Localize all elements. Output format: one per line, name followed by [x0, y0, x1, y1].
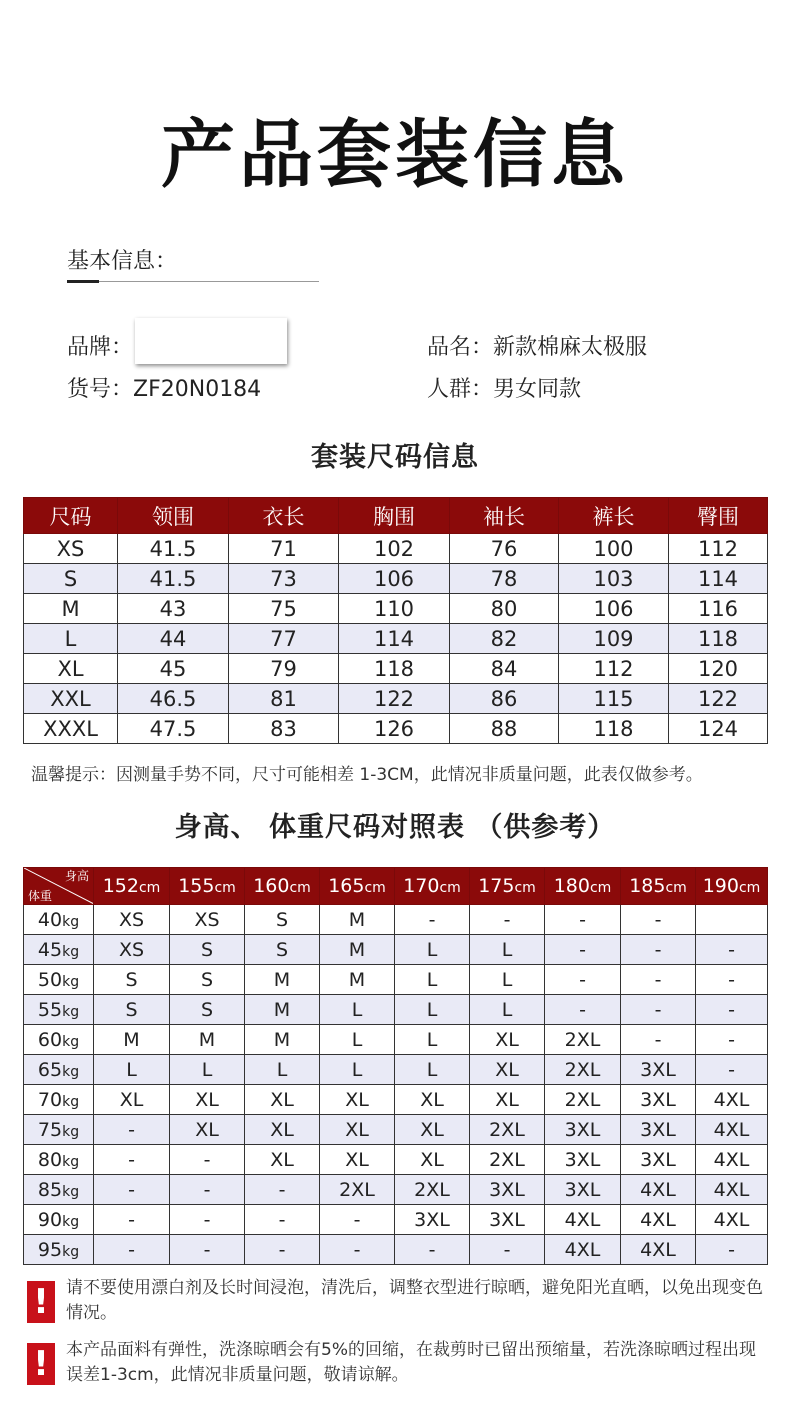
size-cell: 3XL: [545, 1115, 621, 1145]
size-cell: S: [170, 965, 245, 995]
table-row: [24, 684, 768, 714]
table-row: [24, 534, 768, 564]
height-unit: cm: [289, 880, 311, 896]
size-cell: L: [470, 965, 545, 995]
size-cell: 4XL: [545, 1205, 621, 1235]
weight-cell: [24, 905, 94, 935]
table-row: [24, 935, 768, 965]
size-cell: -: [170, 1235, 245, 1265]
size-cell: -: [320, 1235, 395, 1265]
size-cell: -: [94, 1205, 170, 1235]
table-row: [24, 1115, 768, 1145]
table-row: [24, 1145, 768, 1175]
height-col-header: [621, 868, 696, 905]
size-cell: L: [395, 935, 470, 965]
size-cell: XL: [94, 1085, 170, 1115]
size-cell: L: [395, 1025, 470, 1055]
size-cell: 3XL: [395, 1205, 470, 1235]
table-cell: 46.5: [118, 684, 229, 714]
height-value: 185: [629, 875, 666, 897]
table-cell: 44: [118, 624, 229, 654]
weight-value: 65: [37, 1058, 63, 1081]
weight-cell: [24, 995, 94, 1025]
size-cell: XL: [470, 1025, 545, 1055]
size-cell: -: [621, 965, 696, 995]
table-row: [24, 1235, 768, 1265]
size-cell: 3XL: [621, 1115, 696, 1145]
table-cell: 86: [450, 684, 559, 714]
product-audience: [427, 375, 581, 405]
size-cell: 2XL: [545, 1055, 621, 1085]
size-cell: XL: [320, 1145, 395, 1175]
table-cell: 120: [669, 654, 768, 684]
size-cell: 4XL: [696, 1145, 768, 1175]
height-unit: cm: [364, 880, 386, 896]
table-row: [24, 714, 768, 744]
table-cell: 78: [450, 564, 559, 594]
size-section-heading: 套装尺码信息: [311, 442, 479, 473]
reference-table-header: [24, 868, 768, 905]
size-cell: M: [94, 1025, 170, 1055]
page-title: 产品套装信息: [161, 112, 629, 198]
height-col-header: [170, 868, 245, 905]
table-cell: 109: [559, 624, 669, 654]
weight-cell: [24, 1235, 94, 1265]
size-cell: L: [320, 1055, 395, 1085]
height-unit: cm: [138, 880, 161, 896]
weight-unit: kg: [62, 1183, 80, 1200]
table-cell: S: [24, 564, 118, 594]
size-cell: -: [621, 935, 696, 965]
brand-label: 品牌：: [67, 335, 134, 360]
corner-height-label: 身高: [64, 869, 89, 883]
size-cell: XL: [245, 1085, 320, 1115]
table-cell: XL: [24, 654, 118, 684]
size-cell: 2XL: [545, 1025, 621, 1055]
table-cell: 102: [339, 534, 450, 564]
weight-cell: [24, 935, 94, 965]
size-cell: -: [696, 1235, 768, 1265]
size-cell: [696, 905, 768, 935]
table-cell: 77: [229, 624, 339, 654]
height-value: 165: [328, 875, 365, 897]
table-cell: 106: [339, 564, 450, 594]
size-cell: M: [320, 905, 395, 935]
size-cell: 2XL: [545, 1085, 621, 1115]
weight-unit: kg: [62, 1033, 80, 1050]
size-cell: 4XL: [696, 1085, 768, 1115]
size-cell: 3XL: [470, 1205, 545, 1235]
height-col-header: [545, 868, 621, 905]
weight-value: 75: [37, 1118, 63, 1141]
weight-cell: [24, 1205, 94, 1235]
exclamation-icon: !: [27, 1343, 55, 1385]
size-cell: 3XL: [621, 1145, 696, 1175]
weight-value: 80: [37, 1148, 63, 1171]
size-cell: L: [470, 995, 545, 1025]
weight-value: 70: [37, 1088, 63, 1111]
size-cell: XL: [395, 1145, 470, 1175]
weight-unit: kg: [62, 1093, 80, 1110]
size-cell: -: [170, 1205, 245, 1235]
sku-label: 货号：: [67, 377, 134, 402]
warning-shrinkage: [27, 1338, 767, 1394]
weight-unit: kg: [62, 1003, 80, 1020]
size-cell: -: [621, 905, 696, 935]
size-cell: -: [470, 1235, 545, 1265]
size-cell: -: [94, 1115, 170, 1145]
table-cell: 114: [339, 624, 450, 654]
reference-section-heading: 身高、 体重尺码对照表 （供参考）: [174, 812, 616, 843]
size-cell: M: [320, 965, 395, 995]
table-cell: 116: [669, 594, 768, 624]
size-cell: 2XL: [320, 1175, 395, 1205]
size-cell: XL: [320, 1115, 395, 1145]
table-row: [24, 654, 768, 684]
size-cell: S: [94, 965, 170, 995]
table-cell: 73: [229, 564, 339, 594]
table-cell: 124: [669, 714, 768, 744]
weight-value: 85: [37, 1178, 63, 1201]
exclamation-icon: !: [27, 1281, 55, 1323]
size-cell: XL: [470, 1055, 545, 1085]
size-cell: S: [245, 935, 320, 965]
size-cell: XL: [170, 1115, 245, 1145]
size-cell: M: [245, 965, 320, 995]
table-cell: 88: [450, 714, 559, 744]
weight-cell: [24, 1025, 94, 1055]
weight-unit: kg: [62, 1123, 80, 1140]
size-cell: L: [395, 1055, 470, 1085]
size-cell: -: [696, 1055, 768, 1085]
size-cell: XL: [245, 1115, 320, 1145]
audience-label: 人群：: [427, 377, 494, 402]
weight-value: 60: [37, 1028, 63, 1051]
height-col-header: [320, 868, 395, 905]
height-unit: cm: [589, 880, 612, 896]
size-note: 温馨提示：因测量手势不同，尺寸可能相差 1-3CM，此情况非质量问题，此表仅做参考。: [31, 765, 703, 785]
table-cell: 45: [118, 654, 229, 684]
product-name: [427, 333, 647, 363]
table-cell: 41.5: [118, 534, 229, 564]
basic-info-divider: [67, 281, 319, 282]
size-cell: XS: [170, 905, 245, 935]
height-col-header: [395, 868, 470, 905]
size-cell: 3XL: [545, 1175, 621, 1205]
height-unit: cm: [738, 880, 761, 896]
audience-value: 男女同款: [493, 377, 582, 402]
table-cell: 103: [559, 564, 669, 594]
size-cell: 4XL: [696, 1175, 768, 1205]
size-cell: XL: [470, 1085, 545, 1115]
weight-unit: kg: [62, 1243, 80, 1260]
table-cell: 110: [339, 594, 450, 624]
table-row: [24, 905, 768, 935]
table-cell: 118: [339, 654, 450, 684]
height-col-header: [696, 868, 768, 905]
table-cell: 84: [450, 654, 559, 684]
size-cell: L: [320, 995, 395, 1025]
size-cell: -: [320, 1205, 395, 1235]
corner-cell: [24, 868, 94, 905]
height-value: 160: [253, 875, 290, 897]
size-col-header: 袖长: [450, 498, 559, 534]
weight-value: 95: [37, 1238, 63, 1261]
warning-washing: [27, 1276, 767, 1332]
table-cell: 75: [229, 594, 339, 624]
table-cell: 47.5: [118, 714, 229, 744]
size-cell: L: [395, 995, 470, 1025]
size-cell: L: [245, 1055, 320, 1085]
size-cell: 3XL: [470, 1175, 545, 1205]
weight-cell: [24, 1055, 94, 1085]
size-cell: -: [545, 935, 621, 965]
product-name-value: 新款棉麻太极服: [493, 335, 648, 360]
weight-value: 45: [37, 938, 63, 961]
warning-text: 请不要使用漂白剂及长时间浸泡，清洗后，调整衣型进行晾晒，避免阳光直晒，以免出现变色情况。: [66, 1278, 763, 1323]
basic-info-heading: 基本信息：: [67, 249, 178, 274]
size-cell: -: [245, 1205, 320, 1235]
size-cell: -: [545, 995, 621, 1025]
weight-value: 55: [37, 998, 63, 1021]
size-cell: -: [170, 1145, 245, 1175]
table-row: [24, 564, 768, 594]
table-cell: 83: [229, 714, 339, 744]
size-cell: 4XL: [621, 1205, 696, 1235]
height-unit: cm: [514, 880, 536, 896]
table-row: [24, 624, 768, 654]
brand-logo-box: [135, 318, 287, 364]
size-table: [23, 497, 768, 744]
weight-cell: [24, 965, 94, 995]
size-cell: S: [94, 995, 170, 1025]
weight-cell: [24, 1175, 94, 1205]
size-cell: M: [170, 1025, 245, 1055]
height-unit: cm: [665, 880, 687, 896]
size-cell: -: [545, 965, 621, 995]
height-col-header: [94, 868, 170, 905]
table-cell: 81: [229, 684, 339, 714]
table-row: [24, 1085, 768, 1115]
table-cell: 115: [559, 684, 669, 714]
size-cell: -: [696, 965, 768, 995]
table-cell: 100: [559, 534, 669, 564]
size-cell: M: [245, 995, 320, 1025]
size-col-header: 领围: [118, 498, 229, 534]
weight-value: 90: [37, 1208, 63, 1231]
size-cell: M: [245, 1025, 320, 1055]
size-cell: S: [170, 935, 245, 965]
table-cell: XXL: [24, 684, 118, 714]
size-cell: 4XL: [621, 1235, 696, 1265]
table-cell: 76: [450, 534, 559, 564]
height-value: 152: [102, 875, 139, 897]
height-value: 170: [403, 875, 440, 897]
product-sku: [67, 375, 261, 405]
weight-cell: [24, 1145, 94, 1175]
table-cell: 71: [229, 534, 339, 564]
table-cell: XXXL: [24, 714, 118, 744]
size-cell: 3XL: [621, 1085, 696, 1115]
size-cell: XS: [94, 905, 170, 935]
size-cell: -: [170, 1175, 245, 1205]
warning-text: 本产品面料有弹性，洗涤晾晒会有5%的回缩，在裁剪时已留出预缩量，若洗涤晾晒过程出现误差1-3cm，此情况非质量问题，敬请谅解。: [66, 1340, 756, 1385]
size-cell: 2XL: [395, 1175, 470, 1205]
size-cell: -: [621, 1025, 696, 1055]
table-cell: 126: [339, 714, 450, 744]
weight-unit: kg: [62, 1063, 80, 1080]
weight-unit: kg: [62, 973, 80, 990]
size-cell: 4XL: [545, 1235, 621, 1265]
weight-value: 40: [37, 908, 63, 931]
size-cell: XL: [395, 1085, 470, 1115]
size-cell: 3XL: [545, 1145, 621, 1175]
table-cell: 80: [450, 594, 559, 624]
height-unit: cm: [214, 880, 236, 896]
height-value: 190: [702, 875, 739, 897]
size-col-header: 衣长: [229, 498, 339, 534]
size-col-header: 胸围: [339, 498, 450, 534]
table-cell: 114: [669, 564, 768, 594]
size-cell: -: [245, 1235, 320, 1265]
table-cell: 82: [450, 624, 559, 654]
size-col-header: 裤长: [559, 498, 669, 534]
size-cell: -: [470, 905, 545, 935]
weight-unit: kg: [62, 943, 80, 960]
table-row: [24, 1055, 768, 1085]
table-cell: 122: [339, 684, 450, 714]
size-cell: -: [545, 905, 621, 935]
weight-cell: [24, 1115, 94, 1145]
height-col-header: [470, 868, 545, 905]
size-cell: XL: [320, 1085, 395, 1115]
table-row: [24, 965, 768, 995]
size-cell: -: [696, 995, 768, 1025]
basic-info-divider-accent: [67, 280, 99, 283]
size-col-header: 臀围: [669, 498, 768, 534]
table-row: [24, 1175, 768, 1205]
size-cell: 4XL: [696, 1115, 768, 1145]
height-col-header: [245, 868, 320, 905]
size-cell: M: [320, 935, 395, 965]
size-cell: -: [245, 1175, 320, 1205]
height-value: 175: [478, 875, 515, 897]
size-cell: -: [621, 995, 696, 1025]
size-cell: XL: [245, 1145, 320, 1175]
table-row: [24, 1205, 768, 1235]
size-cell: XL: [170, 1085, 245, 1115]
size-cell: 2XL: [470, 1115, 545, 1145]
size-cell: XL: [395, 1115, 470, 1145]
size-cell: -: [395, 905, 470, 935]
table-cell: 43: [118, 594, 229, 624]
table-cell: 118: [669, 624, 768, 654]
table-row: [24, 1025, 768, 1055]
table-row: [24, 995, 768, 1025]
weight-cell: [24, 1085, 94, 1115]
size-cell: S: [245, 905, 320, 935]
size-cell: L: [94, 1055, 170, 1085]
size-cell: 4XL: [696, 1205, 768, 1235]
table-cell: XS: [24, 534, 118, 564]
table-cell: 41.5: [118, 564, 229, 594]
size-cell: S: [170, 995, 245, 1025]
corner-weight-label: 体重: [28, 889, 53, 903]
table-cell: M: [24, 594, 118, 624]
size-cell: 4XL: [621, 1175, 696, 1205]
size-table-header: [24, 498, 768, 534]
size-cell: -: [696, 1025, 768, 1055]
size-cell: -: [94, 1235, 170, 1265]
table-cell: 118: [559, 714, 669, 744]
height-value: 180: [553, 875, 590, 897]
table-cell: 106: [559, 594, 669, 624]
weight-unit: kg: [62, 1153, 80, 1170]
size-cell: 2XL: [470, 1145, 545, 1175]
size-cell: L: [470, 935, 545, 965]
size-cell: -: [94, 1145, 170, 1175]
size-cell: L: [170, 1055, 245, 1085]
size-cell: -: [94, 1175, 170, 1205]
table-cell: 112: [669, 534, 768, 564]
height-unit: cm: [439, 880, 461, 896]
table-cell: L: [24, 624, 118, 654]
table-cell: 112: [559, 654, 669, 684]
table-cell: 79: [229, 654, 339, 684]
weight-unit: kg: [62, 913, 80, 930]
product-name-label: 品名：: [427, 335, 494, 360]
weight-value: 50: [37, 968, 63, 991]
height-value: 155: [178, 875, 215, 897]
size-cell: XS: [94, 935, 170, 965]
size-col-header: 尺码: [24, 498, 118, 534]
size-cell: L: [395, 965, 470, 995]
size-cell: 3XL: [621, 1055, 696, 1085]
size-cell: L: [320, 1025, 395, 1055]
table-cell: 122: [669, 684, 768, 714]
height-weight-table: [23, 867, 768, 1265]
size-cell: -: [395, 1235, 470, 1265]
size-cell: -: [696, 935, 768, 965]
table-row: [24, 594, 768, 624]
weight-unit: kg: [62, 1213, 80, 1230]
sku-value: ZF20N0184: [133, 377, 262, 402]
